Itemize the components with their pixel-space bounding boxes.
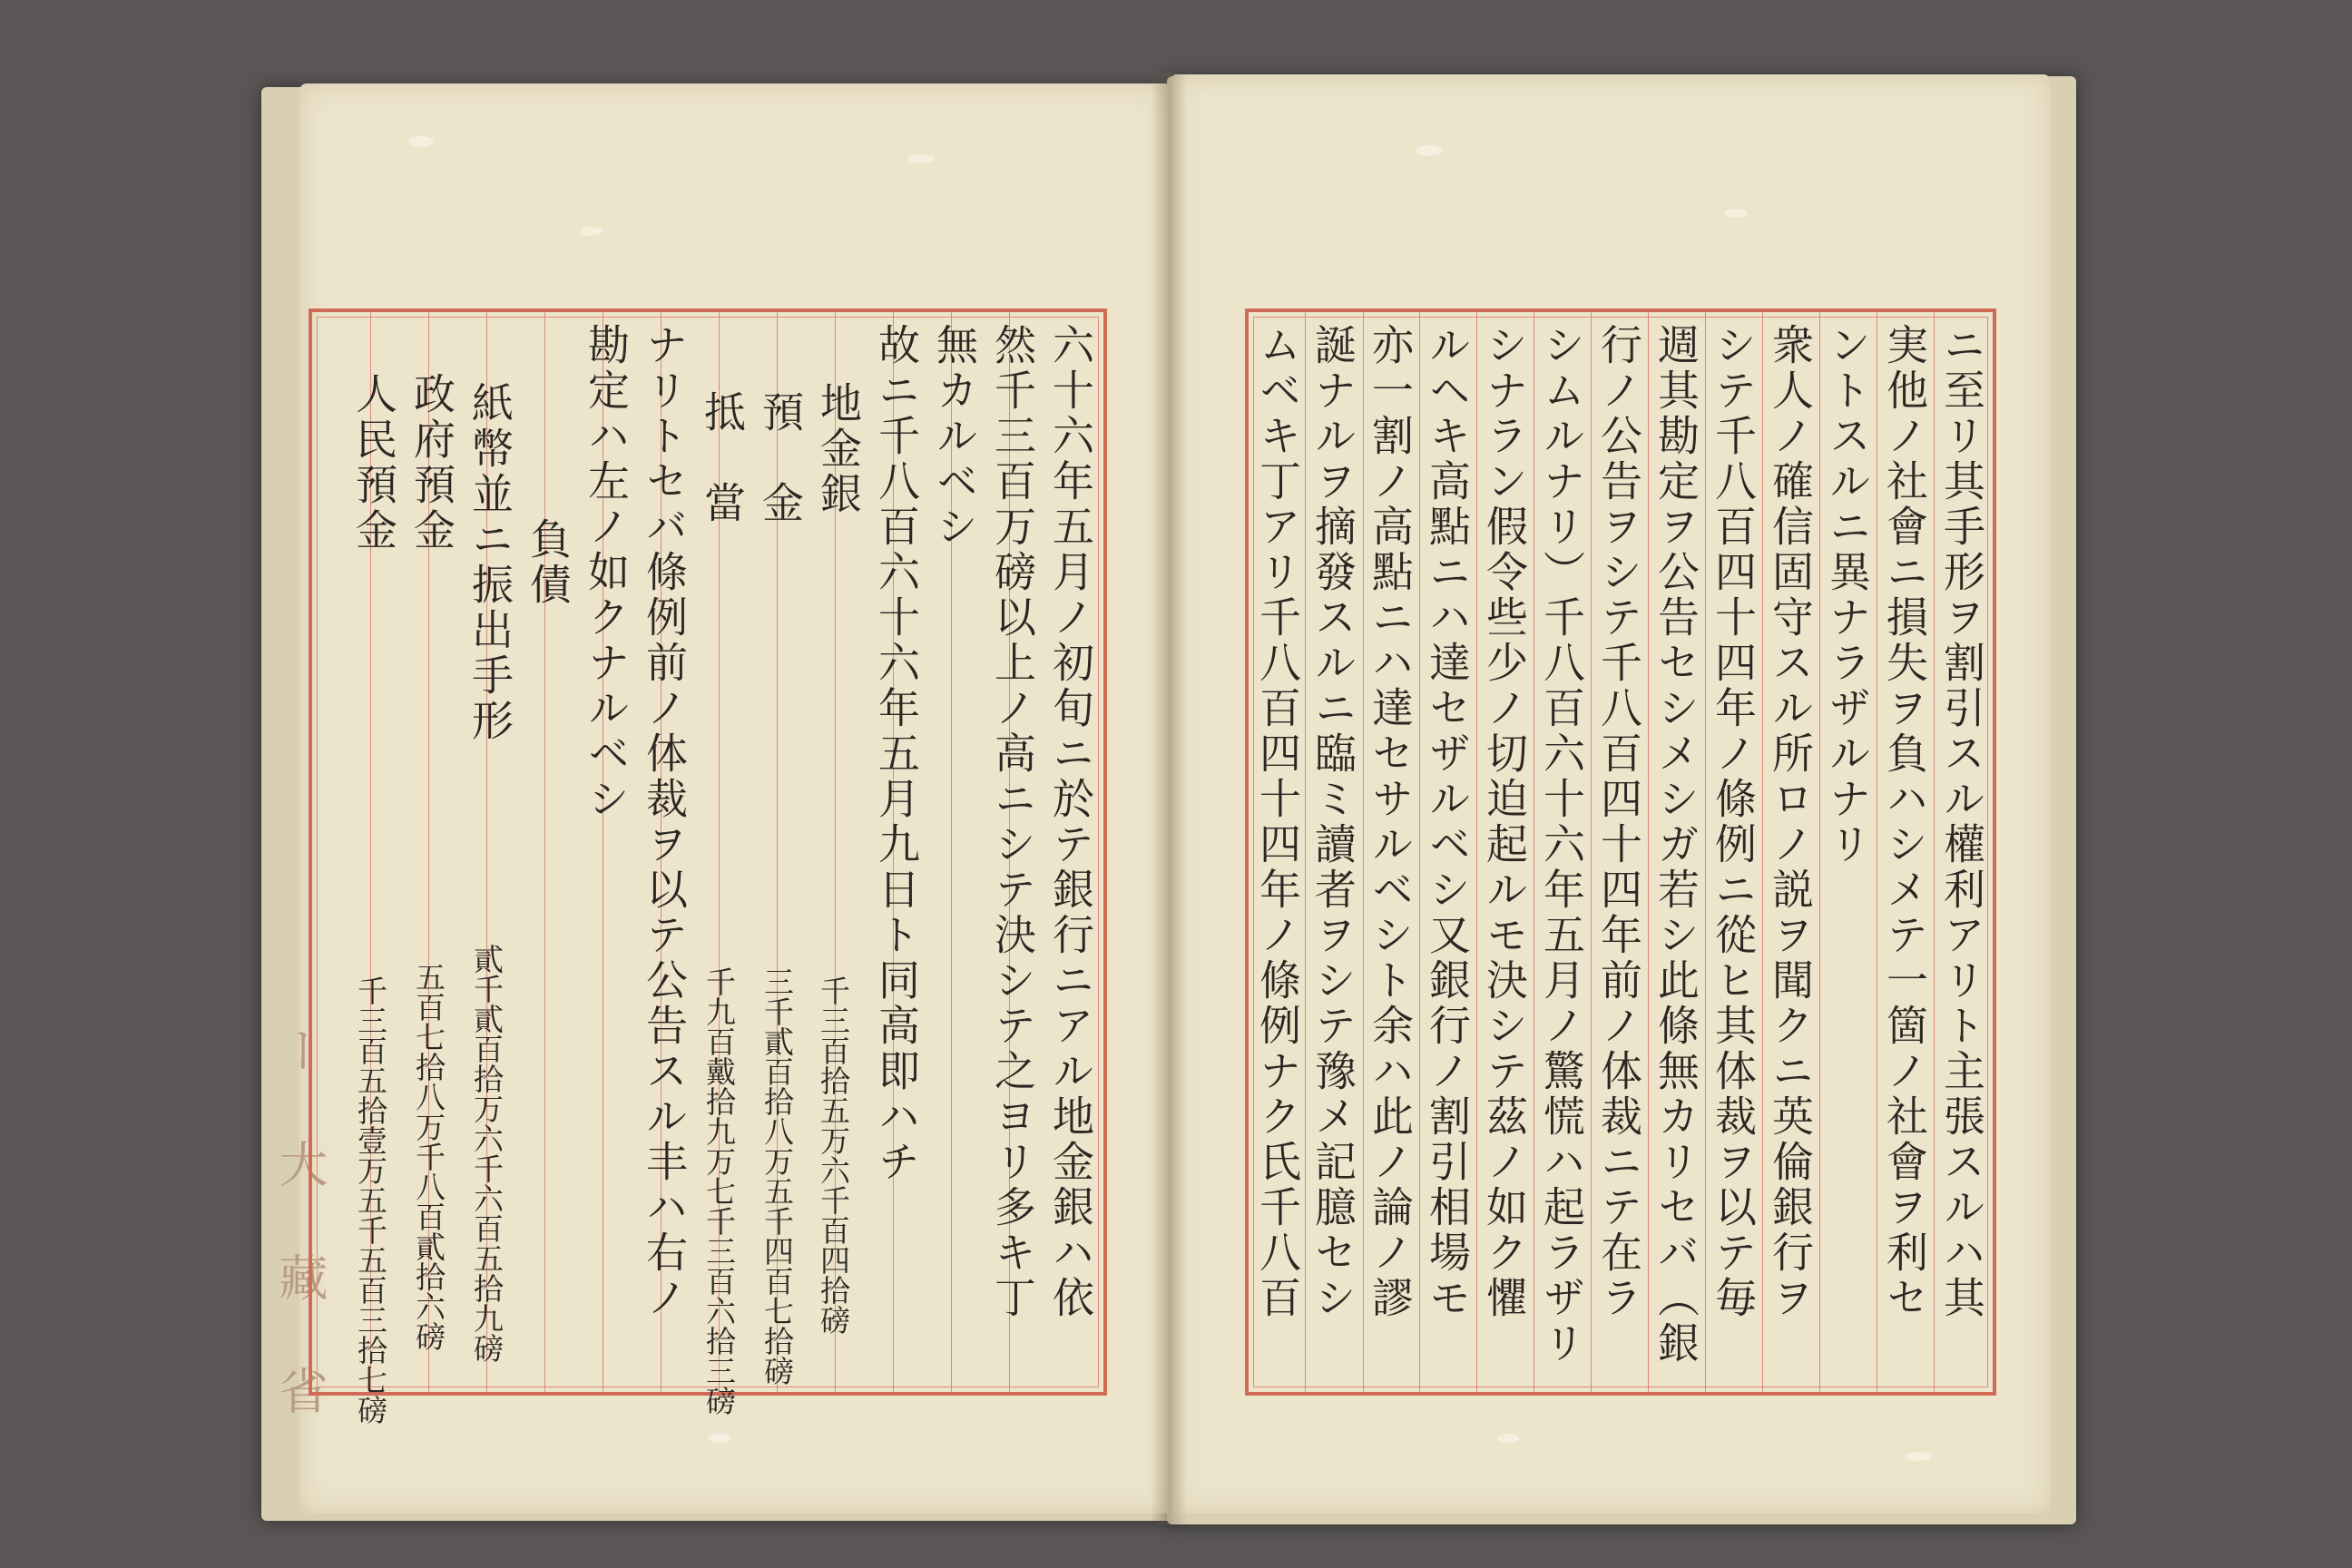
left-column-5: ナリトセバ條例前ノ体裁ヲ以テ公告スル丰ハ右ノ [640, 323, 689, 1321]
paper-fiber [708, 1434, 731, 1443]
right-column-6: 週其勘定ヲ公告セシメシガ若シ此條無カリセバ（銀 [1651, 323, 1700, 1367]
liability-label-government: 政府預金 [407, 372, 456, 554]
liability-amount-government: 五百七拾八万千八百貳拾六磅 [411, 962, 446, 1351]
left-column-1: 六十六年五月ノ初旬ニ於テ銀行ニアル地金銀ハ依 [1046, 323, 1095, 1321]
right-column-2: 実他ノ社會ニ損失ヲ負ハシメテ一箇ノ社會ヲ利セ [1880, 323, 1929, 1321]
liability-label-public: 人民預金 [349, 372, 398, 554]
right-column-10: ルヘキ高點ニハ達セザルベシ又銀行ノ割引相場モ [1423, 323, 1472, 1321]
paper-fiber [408, 136, 434, 147]
liability-amount-notes: 貳千貳百拾万六千六百五拾九磅 [469, 944, 505, 1363]
asset-amount-bullion: 千三百拾五万六千百四拾磅 [816, 975, 851, 1335]
left-column-2: 然千三百万磅以上ノ高ニシテ決シテ之ヨリ多キ丁 [988, 323, 1037, 1321]
paper-fiber [1724, 209, 1748, 218]
liability-label-notes: 紙幣並ニ振出手形 [466, 381, 514, 744]
paper-fiber [907, 154, 935, 163]
left-column-3: 無カルベシ [930, 323, 979, 550]
right-column-5: シテ千八百四十四年ノ條例ニ從ヒ其体裁ヲ以テ毎 [1709, 323, 1758, 1321]
paper-fiber [1906, 1452, 1931, 1461]
right-column-13: ムベキ丁アリ千八百四十四年ノ條例ナク氏千八百 [1253, 323, 1302, 1321]
liability-amount-public: 千三百五拾壹万五千五百三拾七磅 [353, 975, 388, 1425]
bleed-through-seal: ー 大 藏 省 [271, 1025, 328, 1418]
paper-fiber [1416, 145, 1443, 156]
right-column-12: 誕ナルヲ摘發スルニ臨ミ讀者ヲシテ豫メ記臆セシ [1308, 323, 1357, 1321]
right-column-1: ニ至リ其手形ヲ割引スル權利アリト主張スルハ其 [1937, 323, 1986, 1321]
right-column-7: 行ノ公告ヲシテ千八百四十四年前ノ体裁ニテ在ラ [1594, 323, 1643, 1321]
asset-amount-deposit: 三千貳百拾八万五千四百七拾磅 [760, 966, 795, 1386]
right-column-8: シムルナリ）千八百六十六年五月ノ驚慌ハ起ラザリ [1537, 323, 1586, 1367]
asset-amount-security: 千九百戴拾九万七千三百六拾三磅 [701, 966, 737, 1416]
asset-label-deposit: 預 金 [756, 390, 805, 526]
right-column-11: 亦一割ノ高點ニハ達セサルベシト余ハ此ノ論ノ謬 [1366, 323, 1415, 1321]
paper-fiber [1497, 1434, 1519, 1443]
book-gutter [1151, 73, 1187, 1524]
right-column-4: 衆人ノ確信固守スル所ロノ説ヲ聞クニ英倫銀行ヲ [1766, 323, 1815, 1321]
liabilities-heading: 負債 [524, 517, 573, 608]
asset-label-bullion: 地金銀 [814, 381, 863, 517]
right-column-9: シナラン假令些少ノ切迫起ルモ決シテ茲ノ如ク懼 [1480, 323, 1529, 1321]
left-column-4: 故ニ千八百六十六年五月九日ト同高即ハチ [872, 323, 921, 1185]
left-column-6: 勘定ハ左ノ如クナルベシ [582, 323, 631, 822]
asset-label-security: 抵 當 [698, 390, 747, 526]
paper-fiber [581, 227, 603, 236]
right-column-3: ントスルニ異ナラザルナリ [1823, 323, 1872, 867]
